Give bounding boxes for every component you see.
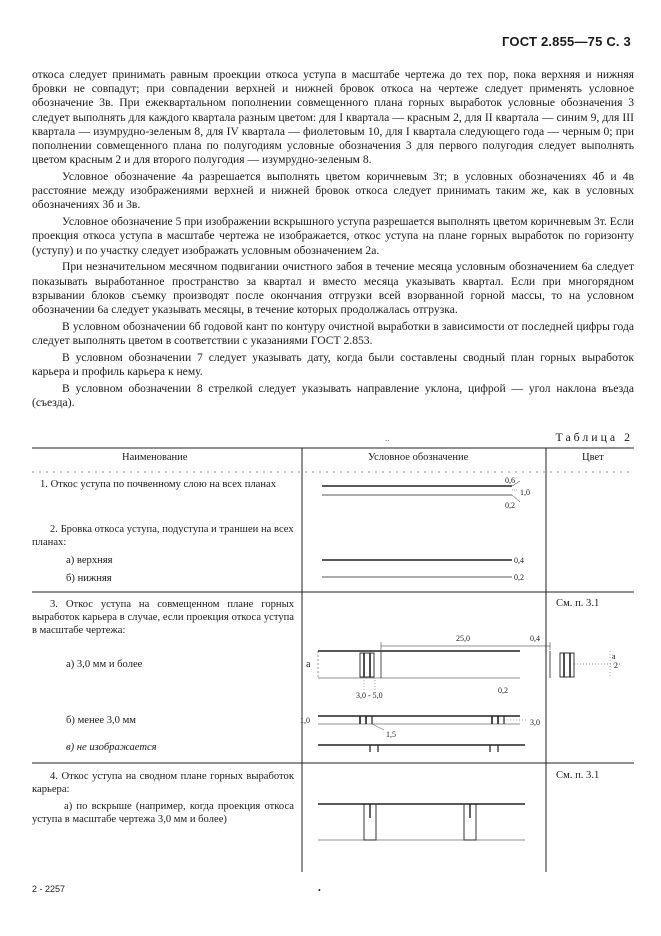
- dim-label: 1,0: [520, 488, 530, 497]
- page-header: ГОСТ 2.855—75 С. 3: [502, 34, 631, 49]
- symbol-brow-lines: [322, 560, 512, 577]
- paragraph: Условное обозначение 4а разрешается выполнять цветом коричневым 3т; в условных обозначениях 4б и 4в расстояние между изображениями верхней и нижней бровок откоса следует принимать таким же, как в условных обозначениях 3б и 3в.: [32, 170, 634, 212]
- column-name: Наименование: [122, 452, 188, 463]
- stray-dots: ..: [385, 433, 390, 443]
- symbol-slope-3b: [318, 716, 528, 730]
- row-label-4a: а) по вскрыше (например, когда проекция откоса уступа в масштабе чертежа 3,0 мм и более): [32, 801, 294, 825]
- row-label-3a: а) 3,0 мм и более: [66, 659, 143, 670]
- table-header: [32, 448, 634, 472]
- paragraph: откоса следует принимать равным проекции откоса уступа в масштабе чертежа до тех пор, пока верхняя и нижняя бровки не совпадут; при совпадении верхней и нижней бровок откоса на чертеже следует применять условное обозначение 3в. При ежеквартальном пополнении совмещенного плана горных выработок условные обозначения 3 следует выполнять для каждого квартала разным цветом: для I квартала — красным 2, для II квартала — синим 9, для III квартала — изумрудно-зеленым 8, для IV квартала — фиолетовым 10, для I квартала следующего года — черным 0; при пополнении совмещенного плана по полугодиям условные обозначения 3 для первого полугодия следует выполнять цветом красным 2 и для второго полугодия — изумрудно-зеленым 8.: [32, 68, 634, 167]
- dim-label: 0,4: [514, 556, 524, 565]
- table-caption: Таблица 2: [555, 430, 633, 444]
- footer-mark: •: [318, 886, 321, 895]
- symbol-slope-3c: [318, 745, 525, 752]
- symbol-slope-4a: [318, 804, 525, 840]
- row-color-4: См. п. 3.1: [556, 770, 600, 781]
- column-symbol: Условное обозначение: [368, 452, 469, 463]
- paragraph: В условном обозначении 8 стрелкой следует указывать направление уклона, цифрой — угол наклона въезда (съезда).: [32, 381, 634, 410]
- symbol-slope-3a: [318, 642, 620, 690]
- dim-label: 0,2: [498, 686, 508, 695]
- row-label-2: 2. Бровка откоса уступа, подуступа и траншеи на всех планах:: [32, 524, 294, 548]
- row-label-1: 1. Откос уступа по почвенному слою на всех планах: [40, 479, 277, 490]
- dim-label: 25,0: [456, 634, 470, 643]
- dim-label: 1,0: [300, 716, 310, 725]
- footer-signature: 2 - 2257: [32, 884, 66, 894]
- dim-label: 0,4: [530, 634, 540, 643]
- dim-label: 1,5: [386, 730, 396, 739]
- dim-label: 0,2: [505, 501, 515, 510]
- row-label-3: 3. Откос уступа на совмещенном плане горных выработок карьера в случае, если проекция откоса уступа в масштабе чертежа:: [32, 599, 294, 636]
- dim-label: 3,0: [530, 718, 540, 727]
- dim-label: а: [306, 659, 311, 670]
- paragraph: В условном обозначении 6б годовой кант по контуру очистной выработки в зависимости от последней цифры года следует выполнять цветом в соответствии с указаниями ГОСТ 2.853.: [32, 319, 634, 348]
- dim-label: а: [612, 652, 616, 661]
- row-label-3b: б) менее 3,0 мм: [66, 715, 136, 726]
- paragraph: При незначительном месячном подвигании очистного забоя в течение месяца условным обозначением 6а следует показывать выработанное пространство за квартал и вместо месяца указывать квартал. Если при многорядном взрывании блоков съемку производят после окончания отгрузки всей взорванной горной массы, то на условном обозначении 6а следует указывать месяцы, в течение которых продолжалась отгрузка.: [32, 260, 634, 317]
- dim-label: 2: [614, 661, 618, 670]
- paragraph: В условном обозначении 7 следует указывать дату, когда были составлены сводный план горных выработок карьера и профиль карьера к нему.: [32, 350, 634, 379]
- dim-label: 0,6: [505, 476, 515, 485]
- dim-label: 3,0 - 5,0: [356, 691, 383, 700]
- symbol-soil-slope: [322, 481, 520, 502]
- row-label-4: 4. Откос уступа на сводном плане горных выработок карьера:: [32, 771, 294, 795]
- row-color-3: См. п. 3.1: [556, 598, 600, 609]
- paragraph: Условное обозначение 5 при изображении вскрышного уступа разрешается выполнять цветом коричневым 3т. Если проекция откоса уступа в масштабе чертежа не изображается, откос уступа на плане горных выработок по горизонту (уступу) и по участку следует изображать условным обозначением 2а.: [32, 215, 634, 257]
- column-color: Цвет: [582, 452, 604, 463]
- row-label-3c: в) не изображается: [66, 742, 157, 753]
- row-label-2a: а) верхняя: [66, 555, 113, 566]
- row-label-2b: б) нижняя: [66, 573, 112, 584]
- dim-label: 0,2: [514, 573, 524, 582]
